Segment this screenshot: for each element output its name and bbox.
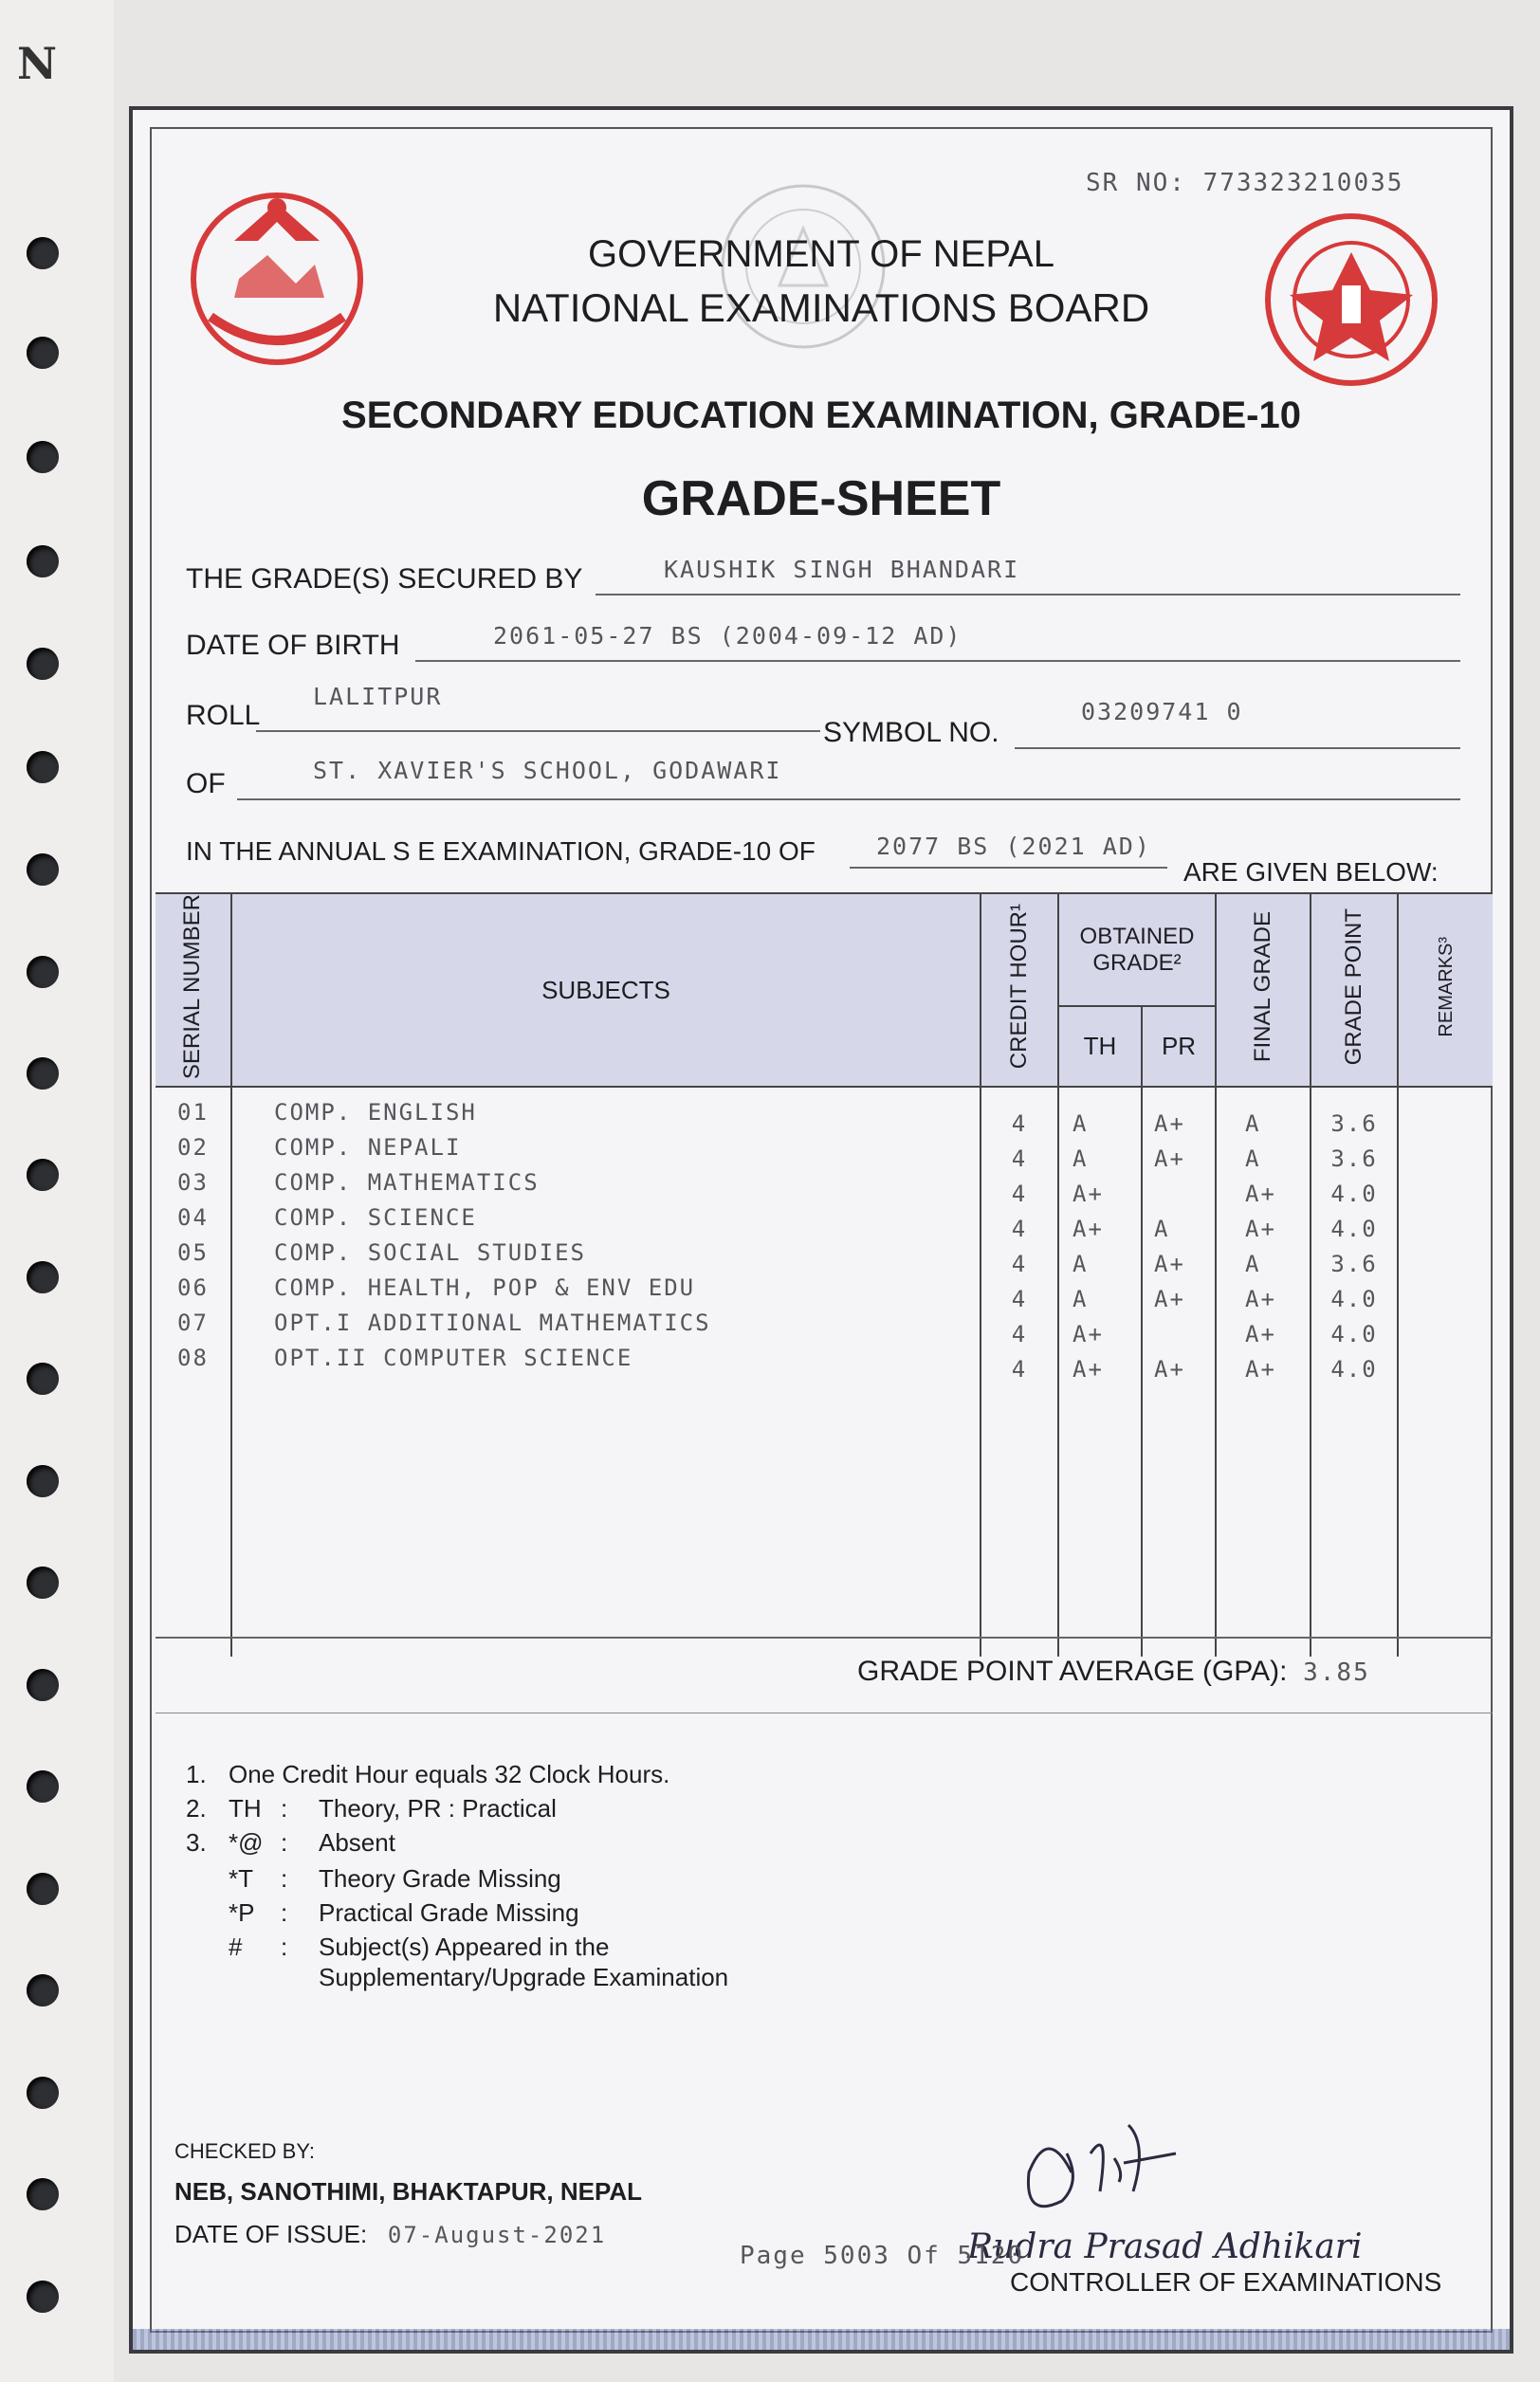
remarks-header: REMARKS³ (1398, 893, 1493, 1087)
binder-hole (27, 2281, 59, 2313)
field-line (1015, 747, 1460, 749)
table-row: OPT.II COMPUTER SCIENCE (274, 1345, 633, 1372)
binder-hole (27, 956, 59, 988)
grades-table (156, 892, 1493, 1657)
field-line (237, 798, 1460, 800)
th-column: A A A+ A+ A A A+ A+ (1058, 1087, 1142, 1657)
obtained-header: OBTAINED GRADE² (1058, 893, 1216, 1006)
secured-by-label: THE GRADE(S) SECURED BY (186, 563, 583, 595)
bottom-edge (133, 2329, 1510, 2350)
issue-block (174, 2139, 642, 2249)
issue-date-row: DATE OF ISSUE: 07-August-2021 (174, 2220, 607, 2248)
binder-hole (27, 1873, 59, 1905)
binder-hole (27, 1261, 59, 1293)
binder-hole (27, 545, 59, 577)
field-line (850, 867, 1167, 869)
binder-hole (27, 1669, 59, 1701)
binder-hole (27, 1159, 59, 1191)
student-name: KAUSHIK SINGH BHANDARI (664, 556, 1020, 583)
binder-strip (0, 0, 114, 2382)
school-value: ST. XAVIER'S SCHOOL, GODAWARI (313, 757, 782, 784)
binder-hole (27, 1770, 59, 1803)
th-header: TH (1058, 1006, 1142, 1087)
table-row: COMP. NEPALI (274, 1134, 462, 1162)
roll-label: ROLL (186, 700, 261, 731)
table-row: COMP. MATHEMATICS (274, 1169, 540, 1197)
serial-header: SERIAL NUMBER (156, 893, 231, 1087)
svg-text:Rudra Prasad Adhikari: Rudra Prasad Adhikari (967, 2227, 1363, 2266)
binder-hole (27, 337, 59, 369)
field-line (256, 730, 820, 732)
exam-title: SECONDARY EDUCATION EXAMINATION, GRADE-10 (341, 394, 1301, 436)
issue-date-value: 07-August-2021 (387, 2222, 607, 2248)
subjects-column (231, 1087, 981, 1657)
pr-column: A+ A+ A A+ A+ A+ (1142, 1087, 1216, 1657)
dob-label: DATE OF BIRTH (186, 630, 400, 661)
gpa-value: 3.85 (1303, 1658, 1370, 1687)
symbol-label: SYMBOL NO. (823, 717, 999, 748)
final-column: A A A+ A+ A A+ A+ A+ (1216, 1087, 1311, 1657)
credit-header: CREDIT HOUR¹ (981, 893, 1058, 1087)
controller-title: CONTROLLER OF EXAMINATIONS (1010, 2267, 1442, 2297)
point-header: GRADE POINT (1311, 893, 1398, 1087)
grade-sheet-document: SR NO: 773323210035 GOVERNMENT OF NEPAL NATIONAL EXAMINATIONS BOARD SECONDARY EDUCATION EXAMINATION, GRADE-10 GRADE-SHEET THE GRADE(S) SECURED BY KAUSHIK SINGH BHANDARI DATE OF BIRTH 2061-05-27 BS (2004-09-12 AD) ROLL LALITPUR SYMBOL NO. 03209741 0 OF ST. XAVIER'S SCHOOL, GODAWARI IN THE ANNUAL S E EXAMINATION, GRADE-10 OF 2077 BS (2021 AD) ARE GIVEN BELOW: SERIAL NUMBER SUBJECTS CREDIT HOUR¹ OBTAINED GRADE² FINAL GRADE GRADE POINT REMARKS³ TH PR 01 02 03 04 05 06 07 08 COMP. ENGLISH COMP. NEPALI COMP. MATHEMATICS COMP. SCIENCE COMP. SOCIAL STUDIES COMP. HEALTH, POP & ENV EDU OPT.I ADDITIONAL MATHEMATICS OPT.II COMPUTER SCIENCE 4 4 4 4 4 4 4 4 A A A+ A+ A A A+ A+ A+ A+ A A+ A+ A+ A A A+ A+ A A+ A+ A+ 3.6 3.6 4.0 4.0 3.6 4.0 4.0 4.0 GRADE POINT AVERAGE (GPA): 3.85 1. One Credit Hour equals 32 Clock Hours. 2. TH : Theory, PR : Practical 3. *@ : Absent *T : Theory Grade Missing *P : Practical Grade Missing # : Subject(s) Appeared in the Supplementary/Upgrade Examination CHECKED BY: NEB, SANOTHIMI, BHAKTAPUR, NEPAL DATE OF ISSUE: 07-August-2021 Rudra Prasad Adhikari Page 5003 Of 5120 CONTROLLER OF EXAMINATIONS (129, 106, 1513, 2354)
binder-hole (27, 1363, 59, 1395)
checked-by-label: CHECKED BY: (174, 2139, 315, 2163)
binder-hole (27, 1974, 59, 2006)
table-row: COMP. HEALTH, POP & ENV EDU (274, 1274, 696, 1302)
given-below-label: ARE GIVEN BELOW: (1183, 857, 1439, 887)
table-bottom-line (156, 1637, 1493, 1639)
table-row: OPT.I ADDITIONAL MATHEMATICS (274, 1310, 711, 1337)
page-title: GRADE-SHEET (641, 471, 1001, 526)
field-line (596, 594, 1460, 596)
serial-column: 01 02 03 04 05 06 07 08 (156, 1087, 231, 1657)
roll-value: LALITPUR (313, 683, 443, 710)
annual-label: IN THE ANNUAL S E EXAMINATION, GRADE-10 OF (186, 836, 816, 866)
field-line (415, 660, 1460, 662)
final-header: FINAL GRADE (1216, 893, 1311, 1087)
binder-hole (27, 648, 59, 680)
pr-header: PR (1142, 1006, 1216, 1087)
binder-hole (27, 237, 59, 269)
board-title: NATIONAL EXAMINATIONS BOARD (492, 285, 1150, 330)
remarks-column (1398, 1087, 1493, 1657)
point-column: 3.6 3.6 4.0 4.0 3.6 4.0 4.0 4.0 (1311, 1087, 1398, 1657)
serial-number: SR NO: 773323210035 (1086, 169, 1404, 197)
subjects-header: SUBJECTS (231, 893, 981, 1087)
dob-value: 2061-05-27 BS (2004-09-12 AD) (493, 622, 962, 650)
binder-hole (27, 1465, 59, 1497)
exam-year-value: 2077 BS (2021 AD) (876, 833, 1151, 860)
table-row: COMP. SOCIAL STUDIES (274, 1239, 586, 1267)
government-title: GOVERNMENT OF NEPAL (588, 233, 1054, 275)
binder-letter: N (17, 38, 58, 89)
of-label: OF (186, 768, 226, 799)
binder-hole (27, 853, 59, 886)
credit-column: 4 4 4 4 4 4 4 4 (981, 1087, 1058, 1657)
binder-hole (27, 1567, 59, 1599)
page-number: Page 5003 Of 5120 (740, 2242, 1025, 2270)
table-row: COMP. SCIENCE (274, 1204, 477, 1232)
symbol-value: 03209741 0 (1081, 698, 1243, 725)
gpa-label: GRADE POINT AVERAGE (GPA): 3.85 (857, 1656, 1370, 1687)
binder-hole (27, 1057, 59, 1090)
binder-hole (27, 441, 59, 473)
binder-hole (27, 751, 59, 783)
table-row: COMP. ENGLISH (274, 1099, 477, 1127)
office-address: NEB, SANOTHIMI, BHAKTAPUR, NEPAL (174, 2177, 643, 2206)
binder-hole (27, 2178, 59, 2210)
binder-hole (27, 2077, 59, 2109)
